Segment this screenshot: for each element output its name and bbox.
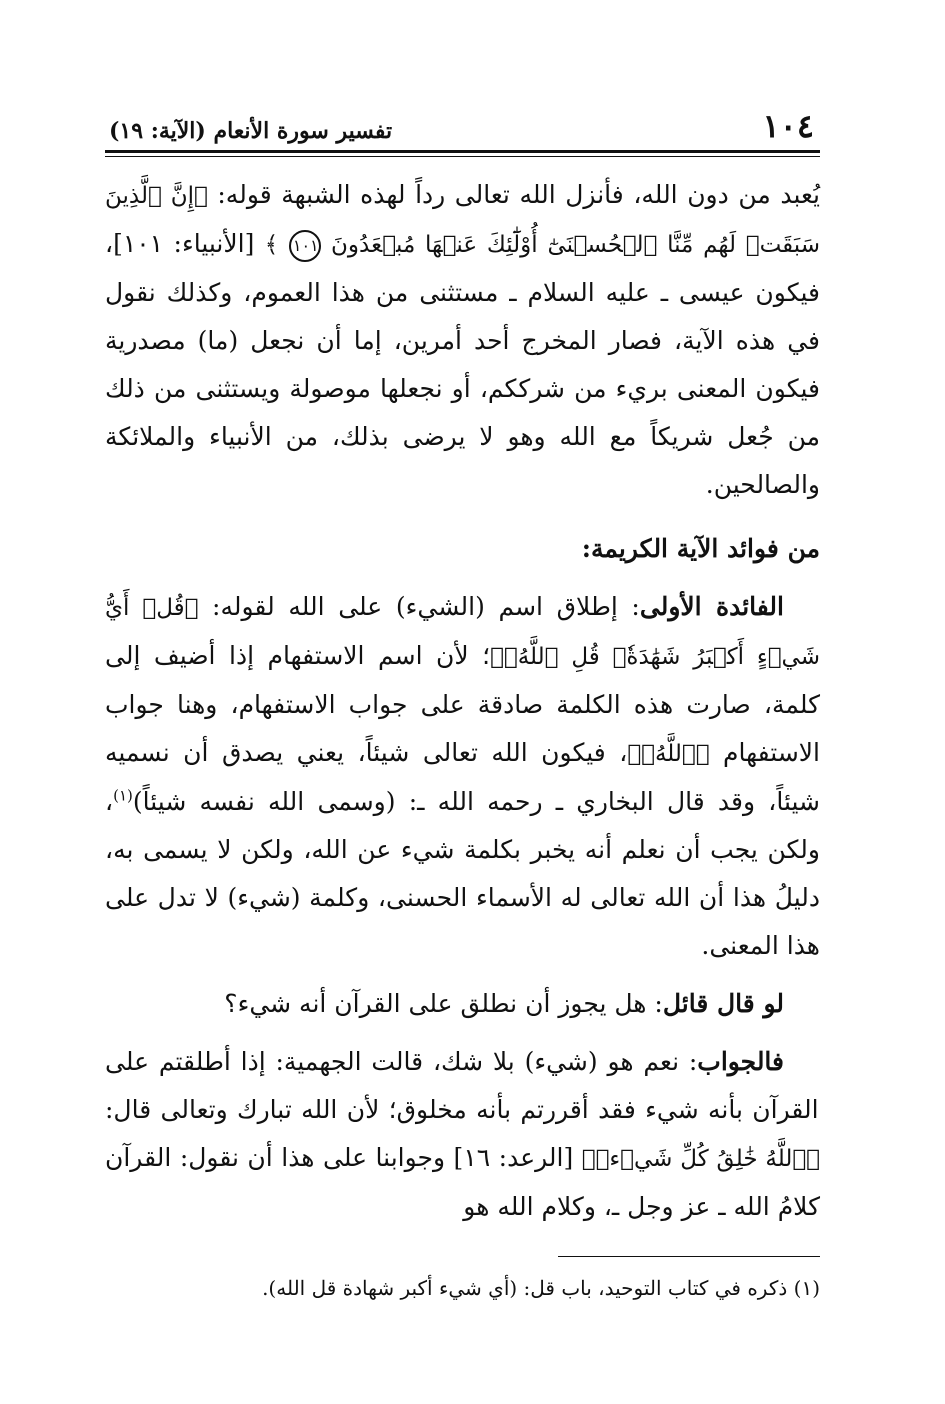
footnote-reference: (١) — [113, 786, 133, 805]
page-header — [105, 92, 820, 145]
quran-close-bracket: ﴾ — [264, 232, 279, 258]
paragraph-1 — [105, 171, 820, 509]
paragraph-1-text-b: [الأنبياء: ١٠١]، فيكون عيسى ـ عليه السلام ـ مستثنى من هذا العموم، وكذلك نقول في هذه الآية، فصار المخرج أحد أمرين، إما أن نجعل (ما) مصدرية فيكون المعنى بريء من شرككم، أو نجعلها موصولة ويستثنى من ذلك من جُعل شريكاً مع الله وهو لا يرضى بذلك، من الأنبياء والملائكة والصالحين. — [105, 229, 820, 499]
spacer — [105, 970, 820, 980]
paragraph-1-text-a: يُعبد من دون الله، فأنزل الله تعالى رداً لهذه الشبهة قوله: — [207, 180, 821, 209]
spacer — [105, 1028, 820, 1038]
page-number: ١٠٤ — [762, 107, 814, 145]
running-title: تفسير سورة الأنعام (الآية: ١٩) — [109, 118, 393, 144]
header-rule-thick — [105, 150, 820, 153]
ayah-number-marker: ١٠١ — [289, 230, 321, 262]
paragraph-3-lead: لو قال قائل — [662, 989, 784, 1018]
paragraph-2-text-d: ، ولكن يجب أن نعلم أنه يخبر بكلمة شيء عن الله، ولكن لا يسمى به، دليلُ هذا أن الله تعالى له الأسماء الحسنى، وكلمة (شيء) لا تدل على هذا المعنى. — [105, 787, 820, 960]
paragraph-4-lead: فالجواب — [697, 1047, 784, 1076]
quran-verse-raad: ﴿ٱللَّهُ خَٰلِقُ كُلِّ شَيۡءٖ﴾ — [581, 1146, 820, 1172]
paragraph-4-text-a: : نعم هو (شيء) بلا شك، قالت الجهمية: إذا أطلقتم على القرآن بأنه شيء فقد أقررتم بأنه مخلوق؛ لأن الله تبارك وتعالى قال: — [105, 1047, 819, 1124]
paragraph-2-text-c: ، فيكون الله تعالى شيئاً، يعني يصدق أن نسميه شيئاً، وقد قال البخاري ـ رحمه الله ـ: (وسمى الله نفسه شيئاً) — [105, 738, 820, 816]
paragraph-4-text-b: [الرعد: ١٦] وجوابنا على هذا أن نقول: القرآن كلامُ الله ـ عز وجل ـ، وكلام الله هو — [105, 1143, 820, 1221]
footnote-separator — [558, 1256, 820, 1257]
paragraph-2-lead: الفائدة الأولى — [639, 592, 784, 621]
section-heading: من فوائد الآية الكريمة: — [581, 534, 820, 563]
paragraph-2-text-a: : إطلاق اسم (الشيء) على الله لقوله: — [198, 592, 640, 621]
paragraph-3 — [105, 980, 820, 1028]
paragraph-3-text: : هل يجوز أن نطلق على القرآن أنه شيء؟ — [224, 989, 663, 1018]
quran-verse-shahada: ﴿قُلۡ أَيُّ شَيۡءٍ أَكۡبَرُ شَهَٰدَةٗۖ قُلِ ٱللَّهُۖ﴾ — [105, 595, 820, 670]
header-rule-thin — [105, 156, 820, 157]
page-body — [105, 171, 820, 1231]
paragraph-2 — [105, 583, 820, 970]
footnote-text: (١) ذكره في كتاب التوحيد، باب قل: (أي شيء أكبر شهادة قل الله). — [262, 1276, 820, 1300]
paragraph-2-text-b: ؛ لأن اسم الاستفهام إذا أضيف إلى كلمة، صارت هذه الكلمة صادقة على جواب الاستفهام، وهنا جواب الاستفهام — [105, 641, 820, 767]
quran-verse-anbiya: ﴿إِنَّ ٱلَّذِينَ سَبَقَتۡ لَهُم مِّنَّا ٱلۡحُسۡنَىٰٓ أُوْلَٰٓئِكَ عَنۡهَا مُبۡعَدُونَ — [105, 183, 821, 258]
quran-word-allah: ﴿ٱللَّهُۖ﴾ — [627, 741, 710, 767]
paragraph-4 — [105, 1038, 820, 1231]
